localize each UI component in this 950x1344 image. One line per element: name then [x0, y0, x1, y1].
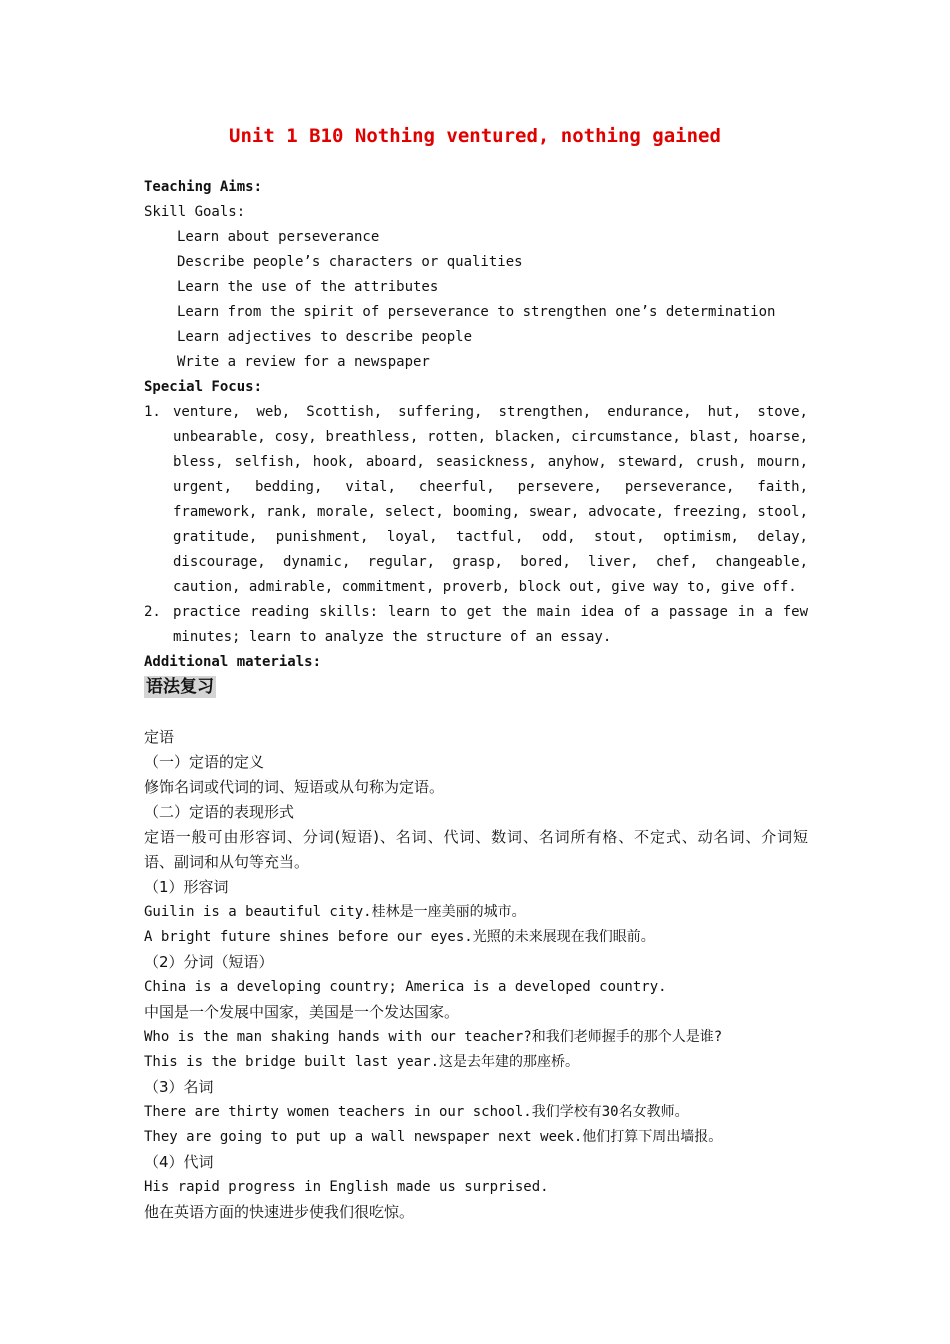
vocab-line: unbearable, cosy, breathless, rotten, blacken, circumstance, blast, hoarse,	[173, 429, 808, 445]
vocab-line: urgent, bedding, vital, cheerful, persevere, perseverance, faith,	[173, 479, 808, 495]
example-sentence: A bright future shines before our eyes.光照的未来展现在我们眼前。	[144, 929, 655, 945]
document-body	[144, 175, 808, 1225]
section-heading-adjective: （1）形容词	[144, 878, 229, 896]
definition-text: 修饰名词或代词的词、短语或从句称为定语。	[144, 778, 445, 796]
spacer	[144, 700, 808, 725]
skill-goal-item: Write a review for a newspaper	[177, 354, 430, 370]
additional-materials-heading: Additional materials:	[144, 654, 322, 670]
forms-text-line: 定语一般可由形容词、分词(短语)、名词、代词、数词、名词所有格、不定式、动名词、介词短	[144, 828, 808, 846]
vocab-line-last: caution, admirable, commitment, proverb, block out, give way to, give off.	[173, 579, 797, 595]
definition-heading: （一）定语的定义	[144, 753, 265, 771]
vocab-line: discourage, dynamic, regular, grasp, bored, liver, chef, changeable,	[173, 554, 808, 570]
grammar-review-heading: 语法复习	[146, 677, 214, 697]
topic-heading: 定语	[144, 728, 175, 746]
skill-goal-item: Describe people’s characters or qualities	[177, 254, 523, 270]
item-number: 1.	[144, 404, 161, 420]
special-focus-heading: Special Focus:	[144, 379, 263, 395]
skill-goal-item: Learn the use of the attributes	[177, 279, 439, 295]
skill-line-last: minutes; learn to analyze the structure of an essay.	[173, 629, 612, 645]
section-heading-participle: （2）分词（短语）	[144, 953, 274, 971]
example-sentence: China is a developing country; America is a developed country.	[144, 979, 667, 995]
vocab-line: venture, web, Scottish, suffering, strengthen, endurance, hut, stove,	[173, 404, 808, 420]
skill-goals-list	[144, 225, 808, 375]
example-sentence: This is the bridge built last year.这是去年建的那座桥。	[144, 1054, 580, 1070]
teaching-aims-heading: Teaching Aims:	[144, 179, 263, 195]
skill-goal-item: Learn from the spirit of perseverance to strengthen one’s determination	[177, 304, 776, 320]
vocab-line: framework, rank, morale, select, booming, swear, advocate, freezing, stool,	[173, 504, 808, 520]
example-sentence: Who is the man shaking hands with our teacher?和我们老师握手的那个人是谁?	[144, 1029, 723, 1045]
special-focus-item-1	[144, 400, 808, 600]
item-number: 2.	[144, 604, 161, 620]
example-sentence: Guilin is a beautiful city.桂林是一座美丽的城市。	[144, 904, 526, 920]
example-translation: 中国是一个发展中国家，美国是一个发达国家。	[144, 1003, 460, 1021]
forms-heading: （二）定语的表现形式	[144, 803, 295, 821]
forms-text-line: 语、副词和从句等充当。	[144, 853, 310, 871]
example-translation: 他在英语方面的快速进步使我们很吃惊。	[144, 1203, 415, 1221]
example-sentence: They are going to put up a wall newspaper next week.他们打算下周出墙报。	[144, 1129, 723, 1145]
skill-goal-item: Learn about perseverance	[177, 229, 380, 245]
vocab-line: gratitude, punishment, loyal, tactful, odd, stout, optimism, delay,	[173, 529, 808, 545]
skill-goal-item: Learn adjectives to describe people	[177, 329, 473, 345]
example-sentence: There are thirty women teachers in our school.我们学校有30名女教师。	[144, 1104, 689, 1120]
skill-line: practice reading skills: learn to get the main idea of a passage in a few	[173, 604, 808, 620]
example-sentence: His rapid progress in English made us surprised.	[144, 1179, 549, 1195]
skill-goals-label: Skill Goals:	[144, 204, 246, 220]
document-title: Unit 1 B10 Nothing ventured, nothing gained	[229, 125, 721, 147]
grammar-review-row	[144, 675, 808, 700]
special-focus-item-2	[144, 600, 808, 650]
section-heading-noun: （3）名词	[144, 1078, 214, 1096]
vocab-line: bless, selfish, hook, aboard, seasickness, anyhow, steward, crush, mourn,	[173, 454, 808, 470]
section-heading-pronoun: （4）代词	[144, 1153, 214, 1171]
